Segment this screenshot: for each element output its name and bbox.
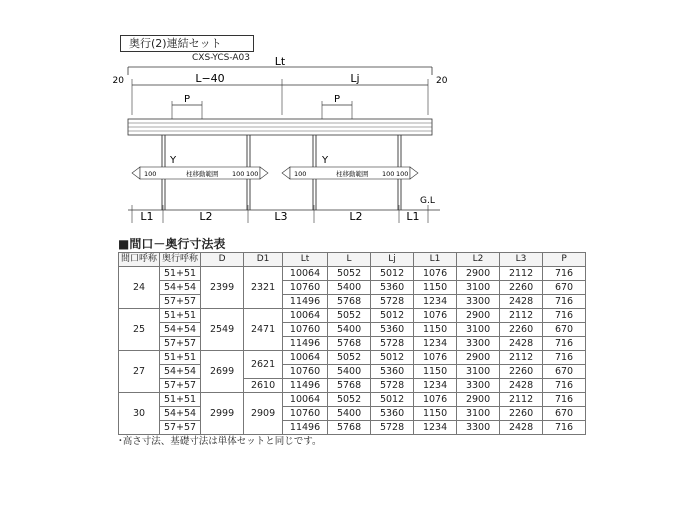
table-row: 27 51+51 2699 2621 10064 5052 5012 1076 2900 2112 716 <box>119 351 586 365</box>
svg-text:100: 100 <box>382 170 395 178</box>
dim-lj: Lj <box>350 72 360 85</box>
svg-text:100: 100 <box>294 170 307 178</box>
table-header-row <box>119 253 586 267</box>
ground-level-label: G.L <box>420 196 435 206</box>
col-header: L3 <box>500 253 543 267</box>
table-row: 57+57 11496 5768 5728 1234 3300 2428 716 <box>119 295 586 309</box>
dim-bottom-l3: L3 <box>274 210 288 223</box>
dim-l-minus-40: L−40 <box>195 72 225 85</box>
col-header: L2 <box>457 253 500 267</box>
table-row: 57+57 11496 5768 5728 1234 3300 2428 716 <box>119 337 586 351</box>
svg-text:100: 100 <box>144 170 157 178</box>
table-row: 54+54 10760 5400 5360 1150 3100 2260 670 <box>119 323 586 337</box>
label-y-left: Y <box>170 155 177 166</box>
frontage-cell: 25 <box>119 309 160 351</box>
table-section-title: ■間口－奥行寸法表 <box>118 237 226 251</box>
dim-right-20: 20 <box>436 76 448 86</box>
col-header: 間口呼称 <box>119 253 160 267</box>
dim-lt: Lt <box>274 55 286 68</box>
move-range-left <box>132 167 268 179</box>
dim-bottom-l1-left: L1 <box>140 210 154 223</box>
table-row: 54+54 10760 5400 5360 1150 3100 2260 670 <box>119 365 586 379</box>
frontage-cell: 27 <box>119 351 160 393</box>
dimension-table <box>118 252 586 435</box>
set-title: 奥行(2)連結セット <box>120 35 254 52</box>
dim-left-20: 20 <box>112 76 124 86</box>
col-header: 奥行呼称 <box>160 253 201 267</box>
table-row: 54+54 10760 5400 5360 1150 3100 2260 670 <box>119 407 586 421</box>
frontage-cell: 30 <box>119 393 160 435</box>
roof-beam <box>128 119 432 135</box>
table-row: 25 51+51 2549 2471 10064 5052 5012 1076 2900 2112 716 <box>119 309 586 323</box>
table-row: 54+54 10760 5400 5360 1150 3100 2260 670 <box>119 281 586 295</box>
label-y-right: Y <box>322 155 329 166</box>
frontage-cell: 24 <box>119 267 160 309</box>
carport-side-diagram <box>110 55 450 225</box>
col-header: Lj <box>371 253 414 267</box>
dim-bottom-l1-right: L1 <box>406 210 420 223</box>
model-code: CXS-YCS-A03 <box>192 53 251 63</box>
table-row: 24 51+51 2399 2321 10064 5052 5012 1076 2900 2112 716 <box>119 267 586 281</box>
col-header: L <box>328 253 371 267</box>
table-row: 57+57 11496 5768 5728 1234 3300 2428 716 <box>119 421 586 435</box>
col-header: L1 <box>414 253 457 267</box>
svg-text:100: 100 <box>246 170 259 178</box>
col-header: D <box>201 253 244 267</box>
svg-text:100: 100 <box>396 170 409 178</box>
col-header: D1 <box>244 253 283 267</box>
dim-bottom-l2-right: L2 <box>349 210 363 223</box>
col-header: Lt <box>283 253 328 267</box>
dim-bottom-l2-left: L2 <box>199 210 213 223</box>
label-p-right: P <box>334 94 341 105</box>
footnote: ･高さ寸法、基礎寸法は単体セットと同じです。 <box>118 436 322 447</box>
svg-text:柱移動範囲: 柱移動範囲 <box>186 170 219 178</box>
table-row: 57+57 2610 11496 5768 5728 1234 3300 2428 716 <box>119 379 586 393</box>
col-header: P <box>543 253 586 267</box>
table-row: 30 51+51 2999 2909 10064 5052 5012 1076 2900 2112 716 <box>119 393 586 407</box>
label-p-left: P <box>184 94 191 105</box>
move-range-right <box>282 167 418 179</box>
svg-text:100: 100 <box>232 170 245 178</box>
svg-text:柱移動範囲: 柱移動範囲 <box>336 170 369 178</box>
